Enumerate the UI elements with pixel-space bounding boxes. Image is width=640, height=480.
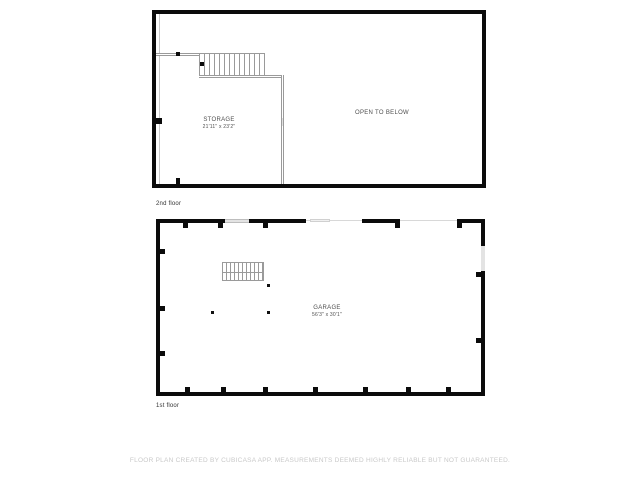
wall-opening [400, 220, 457, 221]
floor-label-2nd: 2nd floor [156, 201, 182, 207]
interior-wall [199, 75, 284, 78]
column-dot [211, 311, 214, 314]
post [476, 272, 485, 277]
post [200, 62, 204, 66]
post [263, 387, 268, 396]
room-label-garage [312, 304, 342, 319]
room-name: STORAGE [203, 117, 235, 123]
post [218, 219, 223, 228]
interior-wall [281, 75, 284, 184]
post [221, 387, 226, 396]
post [156, 351, 165, 356]
window-top [225, 219, 249, 223]
post [406, 387, 411, 396]
room-label-open-to-below [355, 109, 409, 117]
post [395, 219, 400, 228]
post [363, 387, 368, 396]
post [185, 387, 190, 396]
second-floor-plan [152, 10, 486, 188]
post [156, 306, 165, 311]
post [313, 387, 318, 396]
post [446, 387, 451, 396]
disclaimer-text: FLOOR PLAN CREATED BY CUBICASA APP. MEASUREMENTS DEEMED HIGHLY RELIABLE BUT NOT GUARANTEED. [129, 457, 511, 464]
stairs-lower [222, 262, 264, 281]
post [183, 219, 188, 228]
post [263, 219, 268, 228]
column-dot [267, 311, 270, 314]
wall-opening-mark [282, 118, 283, 126]
floor-label-1st: 1st floor [156, 403, 180, 409]
room-label-storage [203, 116, 236, 131]
stairs-upper [199, 53, 265, 76]
stairs-midline [223, 272, 263, 273]
post [156, 118, 162, 124]
room-name: OPEN TO BELOW [354, 110, 410, 116]
post [176, 178, 180, 184]
wall-top-segment [156, 219, 225, 223]
first-floor-plan [156, 219, 485, 396]
post [476, 338, 485, 343]
wall-liner [159, 14, 160, 184]
room-dimensions: 21'11" x 23'2" [202, 124, 236, 130]
wall-bottom [156, 392, 485, 396]
wall-top-segment [249, 219, 306, 223]
post [176, 52, 180, 56]
post [156, 249, 165, 254]
post [457, 219, 462, 228]
window-right [481, 246, 485, 271]
room-name: GARAGE [313, 305, 341, 311]
column-dot [267, 284, 270, 287]
room-dimensions: 56'3" x 30'1" [311, 312, 343, 318]
garage-door [310, 219, 330, 222]
